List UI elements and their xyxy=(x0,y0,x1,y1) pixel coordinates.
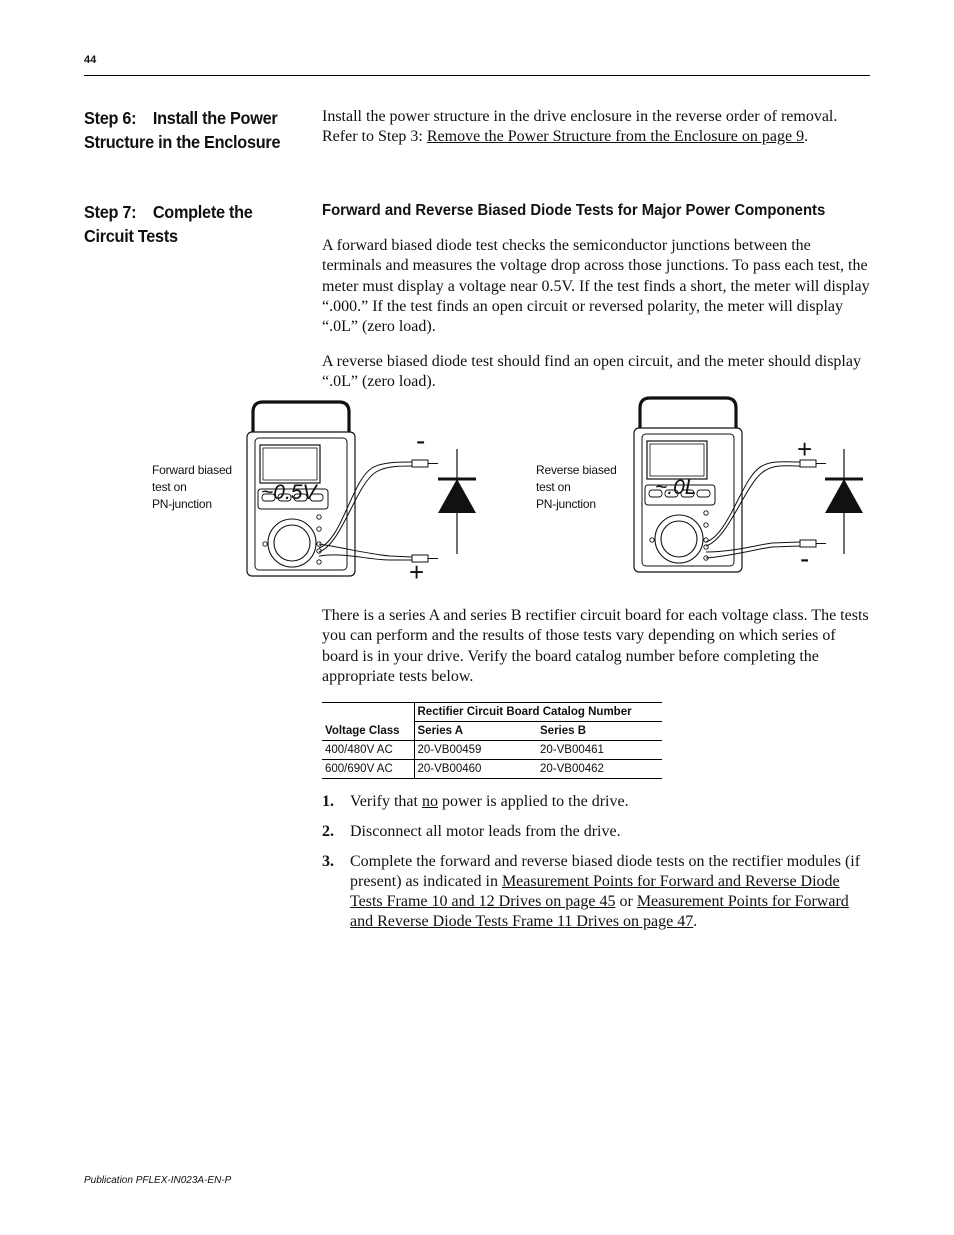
forward-top-polarity: - xyxy=(416,425,426,456)
reverse-diode-symbol xyxy=(825,449,863,554)
table-row xyxy=(322,741,662,760)
list-item xyxy=(322,792,867,812)
step6-number: Step 6: xyxy=(84,108,137,128)
forward-caption-line2: test on xyxy=(152,480,187,494)
table-cell-voltage: 400/480V AC xyxy=(322,741,414,760)
reverse-meter-display: ~.0L xyxy=(655,476,697,499)
table-cell-series-a: 20-VB00460 xyxy=(414,760,537,779)
forward-meter xyxy=(247,402,355,576)
forward-caption-line3: PN-junction xyxy=(152,497,212,511)
step1-emphasis: no xyxy=(421,793,438,810)
procedure-steps xyxy=(322,792,867,942)
list-item xyxy=(322,852,867,933)
step7-title-line2: Circuit Tests xyxy=(84,226,178,246)
forward-caption-line1: Forward biased xyxy=(152,463,232,477)
step-number: 3. xyxy=(322,852,334,870)
table-cell-voltage: 600/690V AC xyxy=(322,760,414,779)
table-cell-series-b: 20-VB00462 xyxy=(537,760,662,779)
forward-diode-symbol xyxy=(438,449,476,554)
frame-11-crossref-link[interactable]: Measurement Points for Forward and Reverse Diode Tests Frame 11 Drives on page 47 xyxy=(350,893,849,931)
table-header-series-b: Series B xyxy=(537,722,662,741)
step3-text-start: Complete the forward and reverse biased diode tests on the rectifier modules (if present) as indicated in xyxy=(350,852,861,890)
reverse-caption-line3: PN-junction xyxy=(536,497,596,511)
reverse-top-polarity: + xyxy=(797,434,813,464)
reverse-meter xyxy=(634,398,742,572)
step3-text-mid: or xyxy=(615,893,637,911)
step7-title-line1: Complete the xyxy=(152,202,253,222)
series-boards-paragraph xyxy=(322,606,870,687)
step-number: 1. xyxy=(322,793,334,810)
step-number: 2. xyxy=(322,822,334,840)
series-boards-text: There is a series A and series B rectifier circuit board for each voltage class. The tests you can perform and the results of those tests vary depending on which series of board is in your drive. Verify the board catalog number before completing the appropriate tests below. xyxy=(322,607,869,685)
step6-body-end: . xyxy=(804,128,809,146)
table-group-header: Rectifier Circuit Board Catalog Number xyxy=(414,703,662,722)
table-header-series-a: Series A xyxy=(414,722,537,741)
step6-title-line1: Install the Power xyxy=(152,108,278,128)
reverse-caption-line2: test on xyxy=(536,480,571,494)
diode-test-figure xyxy=(0,0,954,600)
page-number: 44 xyxy=(84,54,97,66)
reverse-bottom-polarity: - xyxy=(800,543,810,574)
step1-text-end: power is applied to the drive. xyxy=(437,793,629,810)
diode-tests-subheading: Forward and Reverse Biased Diode Tests for Major Power Components xyxy=(322,202,826,219)
table-cell-series-a: 20-VB00459 xyxy=(414,741,537,760)
step6-title-line2: Structure in the Enclosure xyxy=(84,132,281,152)
forward-bottom-polarity: + xyxy=(409,557,425,587)
step3-text-end: . xyxy=(693,913,698,931)
step6-body-text: Install the power structure in the drive enclosure in the reverse order of removal. Refer to Step 3: xyxy=(322,108,838,146)
forward-test-text: A forward biased diode test checks the semiconductor junctions between the terminals and measures the voltage drop across those junctions. To pass each test, the meter must display a voltage near 0.5V. If the test finds a short, the meter will display “.000.” If the test finds an open circuit or reversed polarity, the meter will display “.0L” (zero load). xyxy=(322,237,870,336)
list-item xyxy=(322,822,867,842)
step1-text-start: Verify that xyxy=(350,793,422,810)
forward-meter-display: ~0.5V xyxy=(261,481,317,504)
step6-crossref-link[interactable]: Remove the Power Structure from the Enclosure on page 9 xyxy=(426,128,805,146)
table-cell-series-b: 20-VB00461 xyxy=(537,741,662,760)
reverse-caption-line1: Reverse biased xyxy=(536,463,617,477)
step7-number: Step 7: xyxy=(84,202,137,222)
catalog-number-table xyxy=(322,702,662,779)
publication-footer: Publication PFLEX-IN023A-EN-P xyxy=(84,1175,232,1186)
step2-text: Disconnect all motor leads from the drive. xyxy=(350,822,621,840)
reverse-test-text: A reverse biased diode test should find an open circuit, and the meter should display “.0L” (zero load). xyxy=(322,353,861,391)
table-row xyxy=(322,760,662,779)
table-header-voltage: Voltage Class xyxy=(322,722,414,741)
frame-10-12-crossref-link[interactable]: Measurement Points for Forward and Reverse Diode Tests Frame 10 and 12 Drives on page 45 xyxy=(350,872,840,911)
